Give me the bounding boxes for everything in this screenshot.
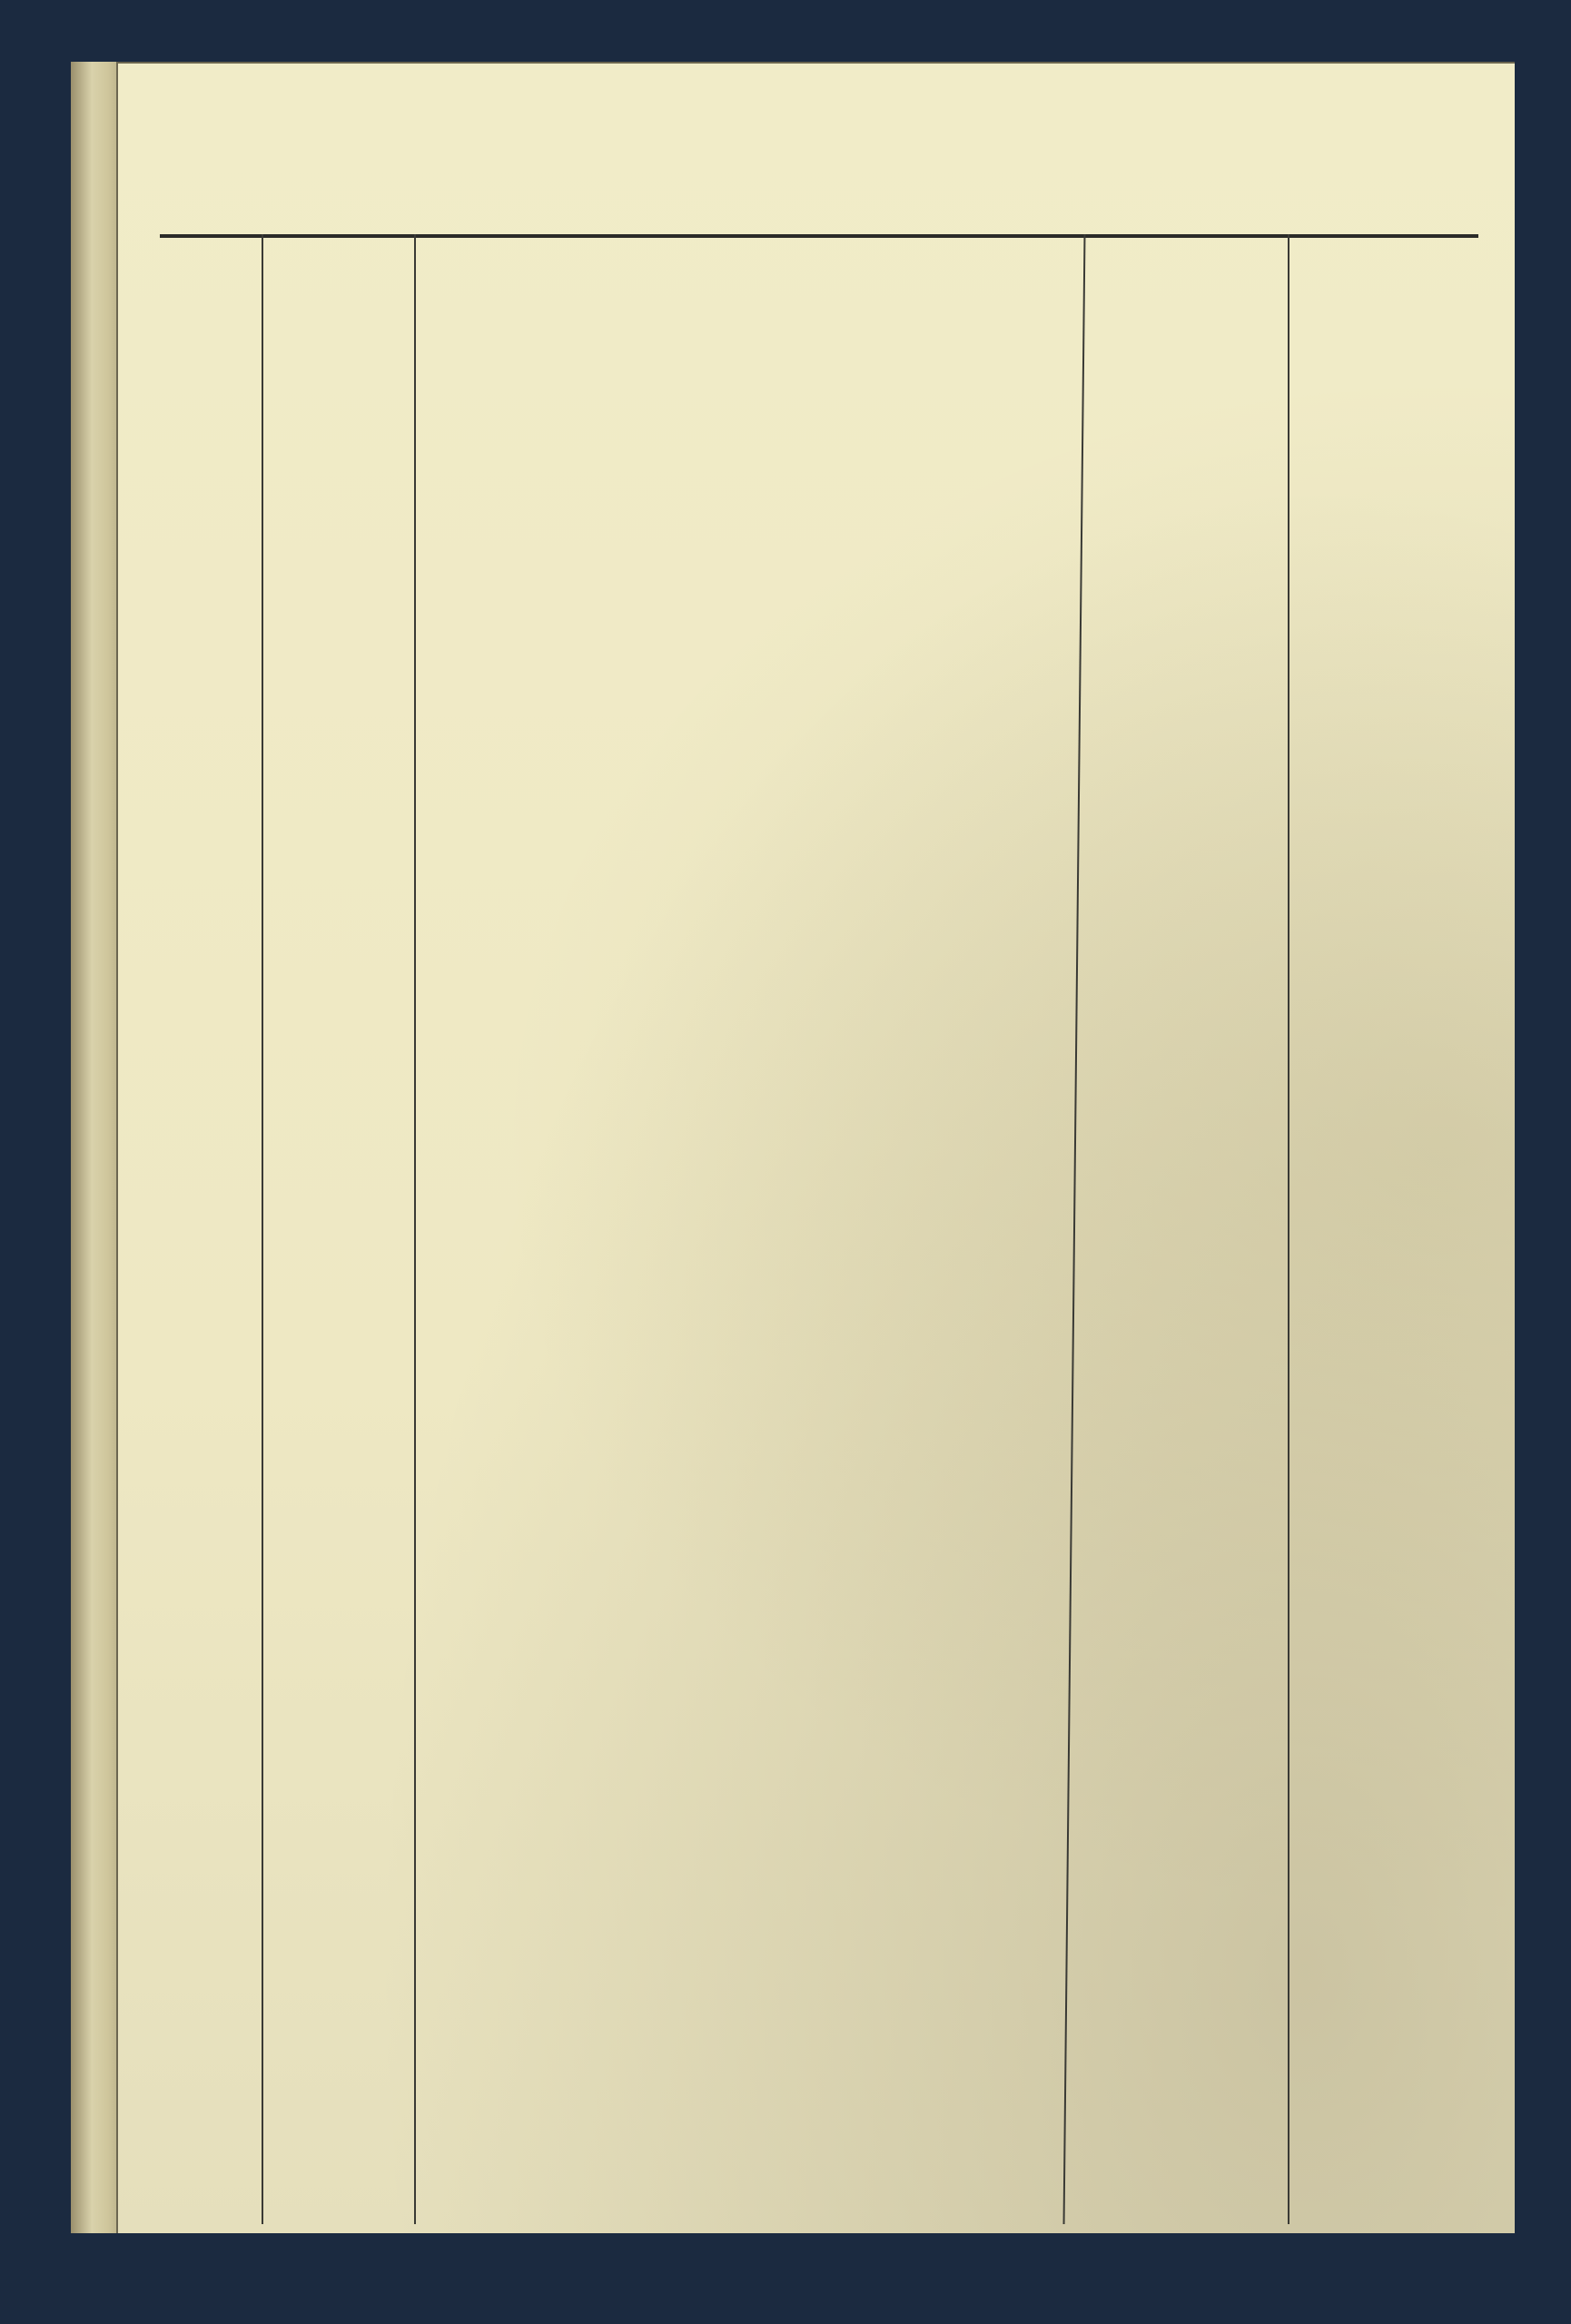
top-rule <box>160 234 1478 238</box>
column-line-1 <box>262 234 263 2224</box>
document-page <box>116 62 1515 2233</box>
column-line-4 <box>1288 234 1289 2224</box>
column-line-3 <box>1063 234 1086 2224</box>
column-line-2 <box>414 234 416 2224</box>
